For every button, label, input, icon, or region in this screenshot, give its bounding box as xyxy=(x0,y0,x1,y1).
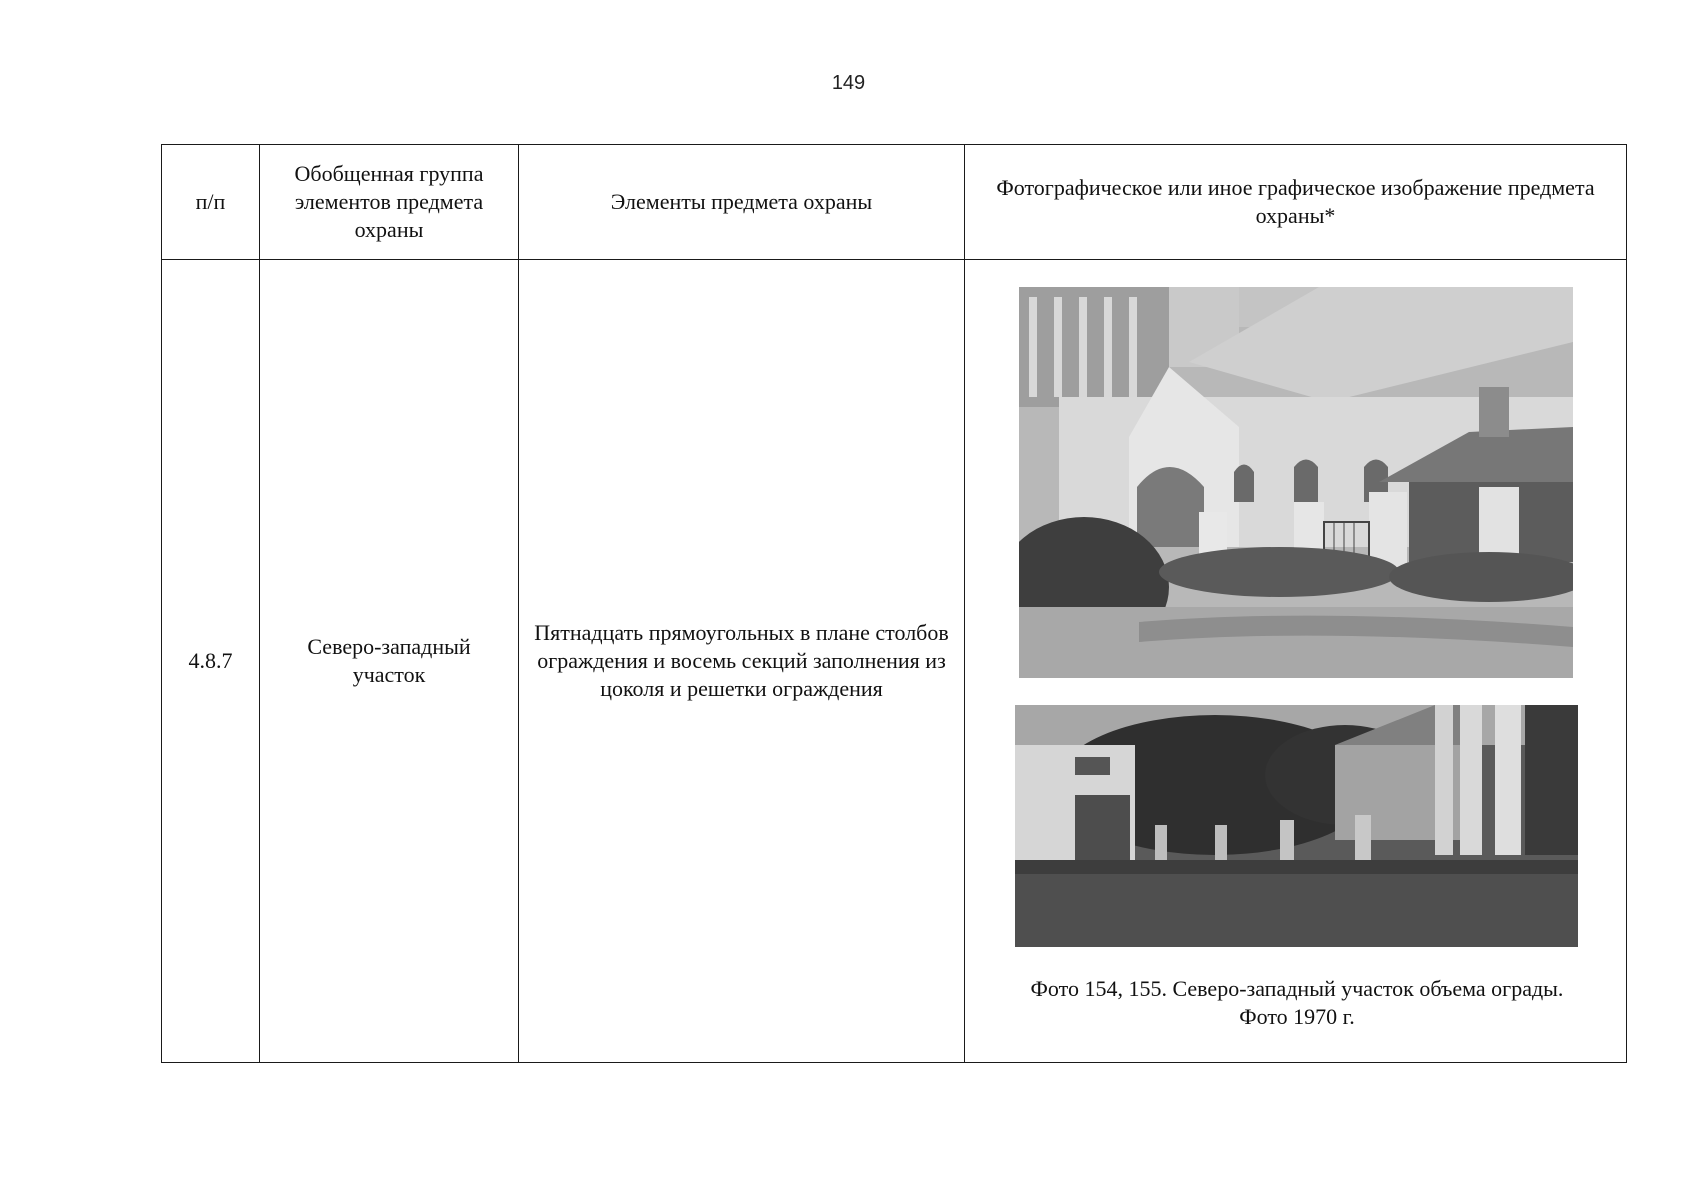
photo-155 xyxy=(1015,705,1578,947)
caption-line-1: Фото 154, 155. Северо-западный участок объема ограды. xyxy=(1030,976,1564,1001)
row-group: Северо-западный участок xyxy=(260,260,519,1063)
photo-155-drawing xyxy=(1015,705,1578,947)
photo-154 xyxy=(1019,287,1573,678)
header-image: Фотографическое или иное графическое изображение предмета охраны* xyxy=(965,145,1627,260)
photo-154-drawing xyxy=(1019,287,1573,678)
page-number: 149 xyxy=(831,72,866,94)
row-image-cell xyxy=(965,260,1627,1063)
header-elements: Элементы предмета охраны xyxy=(519,145,965,260)
table-row xyxy=(162,260,1627,1063)
caption-line-2: Фото 1970 г. xyxy=(1239,1004,1355,1029)
row-number: 4.8.7 xyxy=(162,260,260,1063)
heritage-elements-table xyxy=(161,144,1627,1063)
table-header-row xyxy=(162,145,1627,260)
header-number: п/п xyxy=(162,145,260,260)
photo-caption xyxy=(965,975,1629,1031)
header-group: Обобщенная группа элементов предмета охраны xyxy=(260,145,519,260)
row-elements: Пятнадцать прямоугольных в плане столбов ограждения и восемь секций заполнения из цоколя и решетки ограждения xyxy=(519,260,965,1063)
